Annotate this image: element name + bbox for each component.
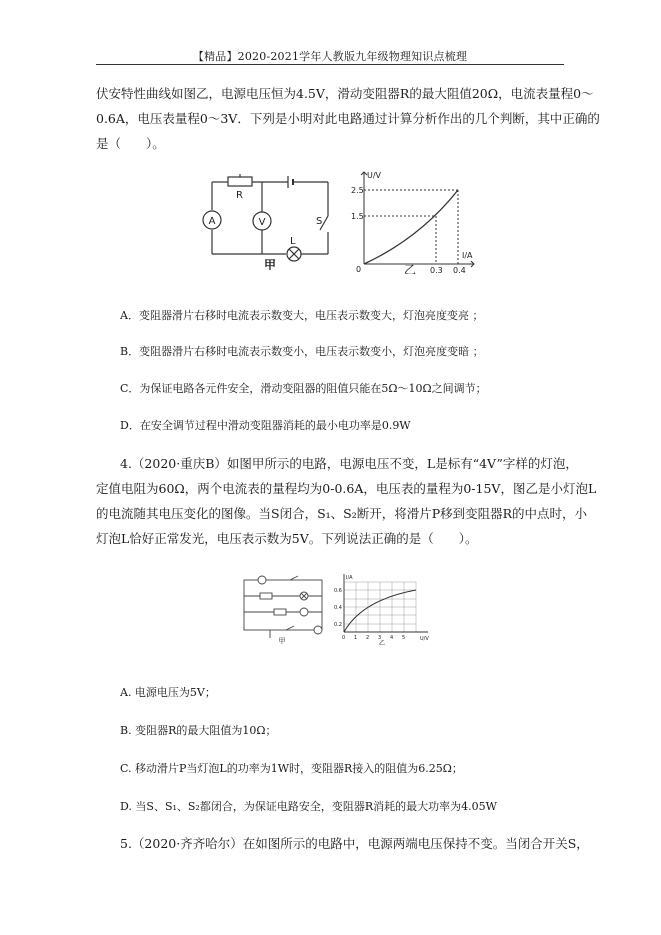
q4-iu-graph bbox=[332, 572, 434, 646]
q3-label-R: R bbox=[236, 190, 243, 201]
q4-xtick-1: 1 bbox=[354, 635, 358, 641]
q4-graph-xlabel: U/V bbox=[420, 636, 429, 642]
q4-option-c: C. 移动滑片P当灯泡L的功率为1W时，变阻器R接入的阻值为6.25Ω； bbox=[120, 762, 463, 775]
q4-ytick-0.2: 0.2 bbox=[334, 622, 342, 628]
q3-fig-yi-caption: 乙 bbox=[403, 263, 417, 274]
header-rule bbox=[96, 64, 564, 65]
q3-xtick-0.3: 0.3 bbox=[430, 266, 443, 274]
q4-circuit-diagram bbox=[240, 574, 328, 644]
q3-ytick-2.5: 2.5 bbox=[351, 186, 364, 195]
q3-ui-graph bbox=[350, 168, 480, 274]
q3-option-a: A．变阻器滑片右移时电流表示数变大，电压表示数变大，灯泡亮度变亮 ； bbox=[120, 309, 484, 322]
q3-stem-line-2: 0.6A，电压表量程0～3V．下列是小明对此电路通过计算分析作出的几个判断，其中正确的 bbox=[96, 111, 600, 126]
q3-option-c: C．为保证电路各元件安全，滑动变阻器的阻值只能在5Ω～10Ω之间调节； bbox=[120, 382, 487, 395]
q3-stem-line-1: 伏安特性曲线如图乙，电源电压恒为4.5V，滑动变阻器R的最大阻值20Ω，电流表量程0～ bbox=[96, 86, 594, 101]
q3-label-S: S bbox=[316, 216, 323, 227]
q4-option-d: D. 当S、S₁、S₂都闭合，为保证电路安全，变阻器R消耗的最大功率为4.05W bbox=[120, 800, 497, 813]
q3-label-V: V bbox=[258, 217, 266, 228]
q3-label-A: A bbox=[208, 216, 216, 227]
q4-xtick-0: 0 bbox=[342, 635, 346, 641]
page-header: 【精品】2020-2021学年人教版九年级物理知识点梳理 bbox=[192, 50, 468, 63]
q3-ytick-1.5: 1.5 bbox=[351, 212, 364, 221]
q4-xtick-5: 5 bbox=[402, 635, 406, 641]
q3-fig-jia-caption: 甲 bbox=[263, 258, 277, 270]
q4-ytick-0.4: 0.4 bbox=[334, 605, 342, 611]
q3-iv-curve bbox=[364, 190, 458, 264]
q3-graph-xlabel: I/A bbox=[462, 251, 473, 260]
q4-option-a: A. 电源电压为5V； bbox=[120, 686, 216, 699]
q3-xtick-0.4: 0.4 bbox=[453, 266, 466, 274]
q3-option-b: B．变阻器滑片右移时电流表示数变小，电压表示数变小，灯泡亮度变暗 ； bbox=[120, 345, 484, 358]
q4-fig-yi-caption: 乙 bbox=[378, 640, 386, 646]
q3-circuit-diagram bbox=[200, 174, 340, 270]
q3-label-L: L bbox=[290, 236, 296, 247]
q4-ytick-0.6: 0.6 bbox=[334, 588, 342, 594]
q4-xtick-2: 2 bbox=[366, 635, 370, 641]
q4-graph-ylabel: I/A bbox=[346, 575, 353, 581]
q5-stem-line-1: 5.（2020·齐齐哈尔）在如图所示的电路中，电源两端电压保持不变。当闭合开关S， bbox=[120, 836, 589, 851]
q4-xtick-4: 4 bbox=[390, 635, 394, 641]
q4-stem-line-1: 4.（2020·重庆B）如图甲所示的电路，电源电压不变，L是标有“4V”字样的灯泡， bbox=[120, 456, 578, 471]
q4-stem-line-3: 的电流随其电压变化的图像。当S闭合，S₁、S₂断开，将滑片P移到变阻器R的中点时，小 bbox=[96, 506, 588, 521]
q4-stem-line-2: 定值电阻为60Ω，两个电流表的量程均为0-0.6A，电压表的量程为0-15V，图乙是小灯泡L bbox=[96, 481, 597, 496]
q3-graph-ylabel: U/V bbox=[367, 171, 382, 180]
q4-xtick-3: 3 bbox=[378, 635, 382, 641]
q3-graph-origin: 0 bbox=[356, 265, 362, 274]
q4-stem-line-4: 灯泡L恰好正常发光，电压表示数为5V。下列说法正确的是（ ）。 bbox=[96, 531, 478, 546]
q4-fig-jia-caption: 甲 bbox=[278, 637, 286, 644]
q4-option-b: B. 变阻器R的最大阻值为10Ω； bbox=[120, 724, 277, 737]
q3-option-d: D．在安全调节过程中滑动变阻器消耗的最小电功率是0.9W bbox=[120, 419, 411, 432]
q3-stem-line-3: 是（ ）。 bbox=[96, 136, 165, 151]
